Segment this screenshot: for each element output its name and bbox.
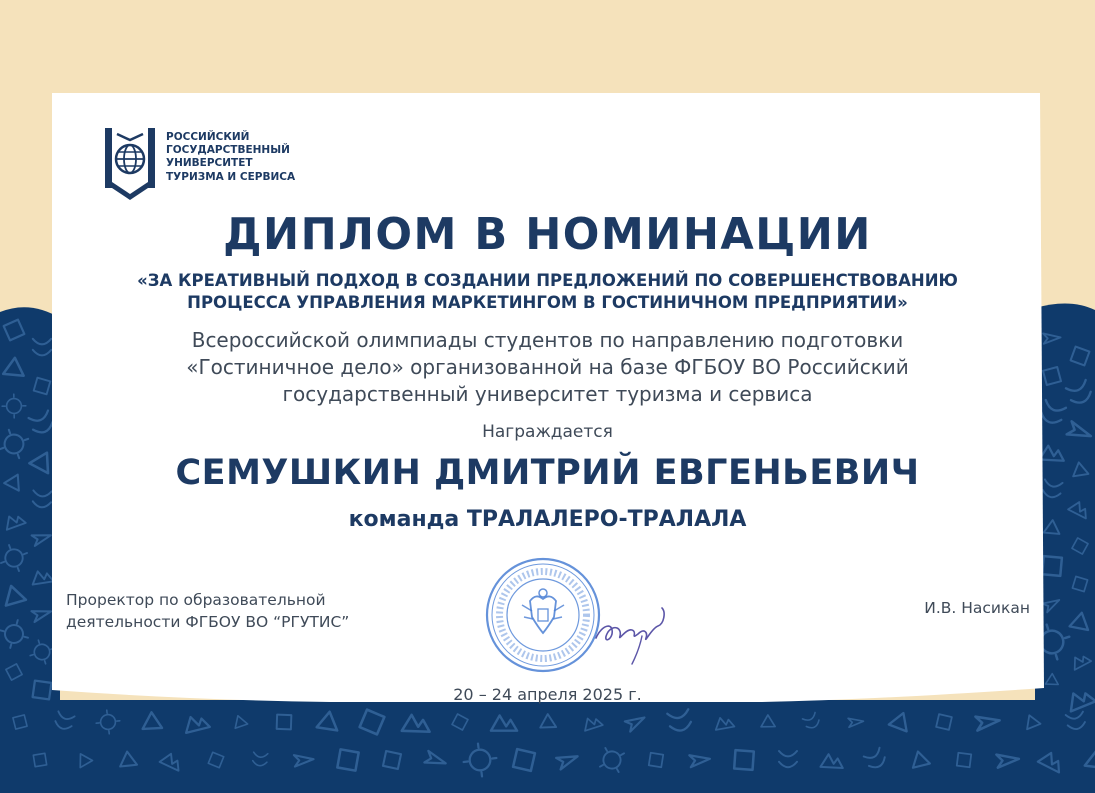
- signer-name: И.В. Насикан: [924, 599, 1030, 617]
- signer-title-line: деятельности ФГБОУ ВО “РГУТИС”: [66, 613, 350, 631]
- logo-line: УНИВЕРСИТЕТ: [166, 157, 253, 170]
- logo-line: ГОСУДАРСТВЕННЫЙ: [166, 144, 290, 157]
- event-line: «Гостиничное дело» организованной на базе ФГБОУ ВО Российский: [186, 355, 909, 379]
- signer-title-line: Проректор по образовательной: [66, 591, 326, 609]
- logo-line: РОССИЙСКИЙ: [166, 131, 250, 143]
- event-line: государственный университет туризма и сервиса: [282, 382, 813, 406]
- official-seal-icon: [478, 555, 608, 675]
- signature-icon: [592, 598, 672, 668]
- university-logo-text: [166, 131, 366, 184]
- university-emblem-icon: [103, 126, 157, 202]
- nomination-text: [40, 270, 1055, 314]
- team-name: команда ТРАЛАЛЕРО-ТРАЛАЛА: [348, 507, 747, 532]
- logo-line: ТУРИЗМА И СЕРВИСА: [166, 170, 296, 183]
- diploma-title: ДИПЛОМ В НОМИНАЦИИ: [223, 209, 872, 260]
- event-dates: 20 – 24 апреля 2025 г.: [453, 685, 642, 704]
- signer-title: [66, 589, 406, 633]
- nomination-line: ПРОЦЕССА УПРАВЛЕНИЯ МАРКЕТИНГОМ В ГОСТИНИЧНОМ ПРЕДПРИЯТИИ»: [187, 293, 908, 312]
- awarded-label: Награждается: [482, 422, 613, 442]
- event-description: [40, 327, 1055, 408]
- nomination-line: «ЗА КРЕАТИВНЫЙ ПОДХОД В СОЗДАНИИ ПРЕДЛОЖЕНИЙ ПО СОВЕРШЕНСТВОВАНИЮ: [137, 271, 958, 290]
- event-line: Всероссийской олимпиады студентов по направлению подготовки: [191, 328, 904, 352]
- awardee-name: СЕМУШКИН ДМИТРИЙ ЕВГЕНЬЕВИЧ: [175, 453, 920, 493]
